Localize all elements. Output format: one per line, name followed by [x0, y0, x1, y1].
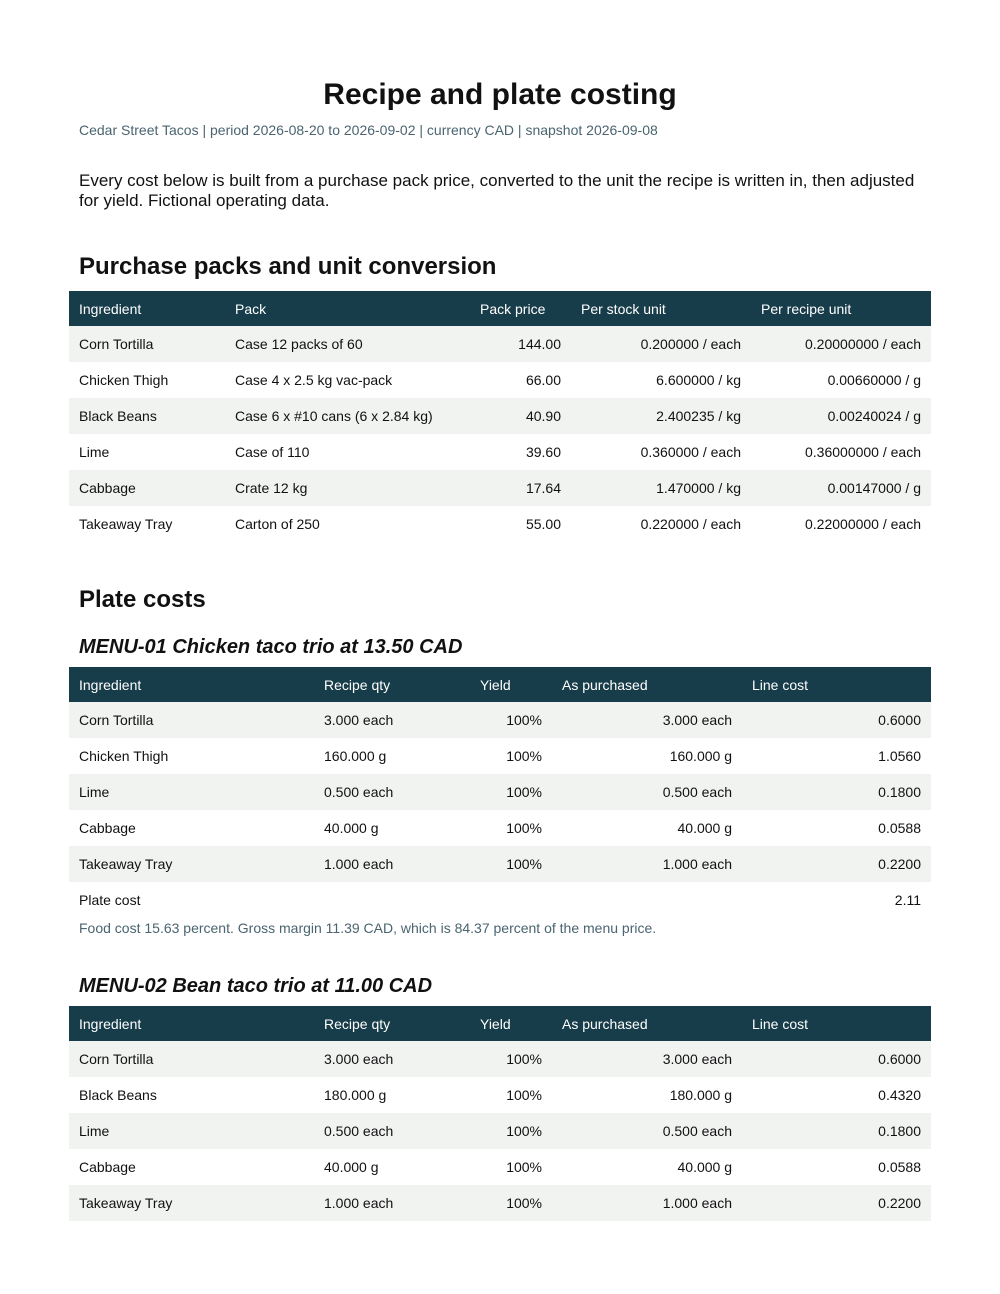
column-header: Recipe qty: [314, 667, 470, 702]
per-stock-unit-cell: 0.360000 / each: [571, 434, 751, 470]
packs-heading: Purchase packs and unit conversion: [79, 253, 497, 280]
menu-02-title: MENU-02 Bean taco trio at 11.00 CAD: [79, 975, 433, 997]
per-stock-unit-cell: 6.600000 / kg: [571, 362, 751, 398]
pack-cell: Case of 110: [225, 434, 470, 470]
yield-cell: 100%: [470, 702, 552, 738]
line-cost-cell: 0.0588: [742, 1149, 931, 1185]
yield-cell: 100%: [470, 738, 552, 774]
yield-cell: 100%: [470, 1185, 552, 1221]
as-purchased-cell: 160.000 g: [552, 738, 742, 774]
column-header: Line cost: [742, 667, 931, 702]
line-cost-cell: 0.6000: [742, 1041, 931, 1077]
per-stock-unit-cell: 1.470000 / kg: [571, 470, 751, 506]
yield-cell: 100%: [470, 1113, 552, 1149]
menu-01-margin-note: Food cost 15.63 percent. Gross margin 11.39 CAD, which is 84.37 percent of the menu price.: [79, 920, 657, 936]
pack-cell: Case 12 packs of 60: [225, 326, 470, 362]
ingredient-cell: Cabbage: [69, 810, 314, 846]
yield-cell: 100%: [470, 1041, 552, 1077]
ingredient-cell: Takeaway Tray: [69, 506, 225, 542]
pack-price-cell: 144.00: [470, 326, 571, 362]
menu-01-title: MENU-01 Chicken taco trio at 13.50 CAD: [79, 636, 463, 658]
per-stock-unit-cell: 0.220000 / each: [571, 506, 751, 542]
as-purchased-cell: 3.000 each: [552, 1041, 742, 1077]
table-row: [69, 702, 931, 738]
ingredient-cell: Takeaway Tray: [69, 846, 314, 882]
line-cost-cell: 0.2200: [742, 846, 931, 882]
packs-table: [69, 291, 931, 542]
table-row: [69, 810, 931, 846]
empty-cell: [470, 882, 552, 918]
yield-cell: 100%: [470, 774, 552, 810]
packs-header-row: [69, 291, 931, 326]
table-row: [69, 1185, 931, 1221]
table-row: [69, 326, 931, 362]
column-header: Line cost: [742, 1006, 931, 1041]
recipe-qty-cell: 1.000 each: [314, 846, 470, 882]
recipe-qty-cell: 180.000 g: [314, 1077, 470, 1113]
empty-cell: [552, 882, 742, 918]
per-recipe-unit-cell: 0.20000000 / each: [751, 326, 931, 362]
table-row: [69, 398, 931, 434]
line-cost-cell: 0.6000: [742, 702, 931, 738]
pack-cell: Case 4 x 2.5 kg vac-pack: [225, 362, 470, 398]
column-header: Ingredient: [69, 291, 225, 326]
ingredient-cell: Corn Tortilla: [69, 326, 225, 362]
ingredient-cell: Lime: [69, 774, 314, 810]
ingredient-cell: Chicken Thigh: [69, 362, 225, 398]
per-recipe-unit-cell: 0.00660000 / g: [751, 362, 931, 398]
plate-cost-row: [69, 882, 931, 918]
table-row: [69, 774, 931, 810]
table-row: [69, 434, 931, 470]
ingredient-cell: Black Beans: [69, 1077, 314, 1113]
ingredient-cell: Lime: [69, 434, 225, 470]
as-purchased-cell: 40.000 g: [552, 1149, 742, 1185]
per-stock-unit-cell: 2.400235 / kg: [571, 398, 751, 434]
line-cost-cell: 0.4320: [742, 1077, 931, 1113]
column-header: Ingredient: [69, 667, 314, 702]
pack-price-cell: 66.00: [470, 362, 571, 398]
empty-cell: [314, 882, 470, 918]
pack-cell: Case 6 x #10 cans (6 x 2.84 kg): [225, 398, 470, 434]
column-header: Per recipe unit: [751, 291, 931, 326]
column-header: Pack price: [470, 291, 571, 326]
recipe-qty-cell: 40.000 g: [314, 810, 470, 846]
plate-cost-value: 2.11: [742, 882, 931, 918]
pack-price-cell: 40.90: [470, 398, 571, 434]
intro-paragraph: Every cost below is built from a purchase pack price, converted to the unit the recipe is written in, then adjusted for yield. Fictional operating data.: [79, 171, 915, 210]
line-cost-cell: 0.2200: [742, 1185, 931, 1221]
per-recipe-unit-cell: 0.00240024 / g: [751, 398, 931, 434]
column-header: Ingredient: [69, 1006, 314, 1041]
pack-cell: Crate 12 kg: [225, 470, 470, 506]
recipe-qty-cell: 0.500 each: [314, 1113, 470, 1149]
column-header: Recipe qty: [314, 1006, 470, 1041]
per-recipe-unit-cell: 0.22000000 / each: [751, 506, 931, 542]
table-row: [69, 846, 931, 882]
ingredient-cell: Cabbage: [69, 1149, 314, 1185]
table-row: [69, 1113, 931, 1149]
ingredient-cell: Takeaway Tray: [69, 1185, 314, 1221]
table-row: [69, 1077, 931, 1113]
document-meta: Cedar Street Tacos | period 2026-08-20 to 2026-09-02 | currency CAD | snapshot 2026-09-08: [79, 122, 658, 138]
recipe-qty-cell: 160.000 g: [314, 738, 470, 774]
as-purchased-cell: 1.000 each: [552, 846, 742, 882]
table-row: [69, 738, 931, 774]
ingredient-cell: Lime: [69, 1113, 314, 1149]
table-row: [69, 1041, 931, 1077]
pack-price-cell: 17.64: [470, 470, 571, 506]
recipe-qty-cell: 0.500 each: [314, 774, 470, 810]
menu-01-header-row: [69, 667, 931, 702]
plates-heading: Plate costs: [79, 586, 206, 613]
column-header: As purchased: [552, 1006, 742, 1041]
table-row: [69, 362, 931, 398]
menu-02-header-row: [69, 1006, 931, 1041]
plate-cost-label: Plate cost: [69, 882, 314, 918]
as-purchased-cell: 0.500 each: [552, 774, 742, 810]
yield-cell: 100%: [470, 1077, 552, 1113]
per-recipe-unit-cell: 0.00147000 / g: [751, 470, 931, 506]
yield-cell: 100%: [470, 1149, 552, 1185]
column-header: Pack: [225, 291, 470, 326]
menu-02-table: [69, 1006, 931, 1221]
line-cost-cell: 1.0560: [742, 738, 931, 774]
as-purchased-cell: 1.000 each: [552, 1185, 742, 1221]
column-header: Per stock unit: [571, 291, 751, 326]
as-purchased-cell: 40.000 g: [552, 810, 742, 846]
yield-cell: 100%: [470, 810, 552, 846]
column-header: Yield: [470, 667, 552, 702]
line-cost-cell: 0.1800: [742, 774, 931, 810]
per-stock-unit-cell: 0.200000 / each: [571, 326, 751, 362]
recipe-qty-cell: 3.000 each: [314, 702, 470, 738]
as-purchased-cell: 180.000 g: [552, 1077, 742, 1113]
page-title: Recipe and plate costing: [323, 78, 677, 111]
ingredient-cell: Chicken Thigh: [69, 738, 314, 774]
recipe-qty-cell: 3.000 each: [314, 1041, 470, 1077]
as-purchased-cell: 0.500 each: [552, 1113, 742, 1149]
ingredient-cell: Cabbage: [69, 470, 225, 506]
column-header: As purchased: [552, 667, 742, 702]
line-cost-cell: 0.0588: [742, 810, 931, 846]
column-header: Yield: [470, 1006, 552, 1041]
menu-01-table: [69, 667, 931, 918]
as-purchased-cell: 3.000 each: [552, 702, 742, 738]
table-row: [69, 470, 931, 506]
yield-cell: 100%: [470, 846, 552, 882]
recipe-qty-cell: 40.000 g: [314, 1149, 470, 1185]
per-recipe-unit-cell: 0.36000000 / each: [751, 434, 931, 470]
line-cost-cell: 0.1800: [742, 1113, 931, 1149]
table-row: [69, 1149, 931, 1185]
recipe-qty-cell: 1.000 each: [314, 1185, 470, 1221]
ingredient-cell: Corn Tortilla: [69, 1041, 314, 1077]
pack-cell: Carton of 250: [225, 506, 470, 542]
table-row: [69, 506, 931, 542]
pack-price-cell: 39.60: [470, 434, 571, 470]
ingredient-cell: Black Beans: [69, 398, 225, 434]
ingredient-cell: Corn Tortilla: [69, 702, 314, 738]
pack-price-cell: 55.00: [470, 506, 571, 542]
